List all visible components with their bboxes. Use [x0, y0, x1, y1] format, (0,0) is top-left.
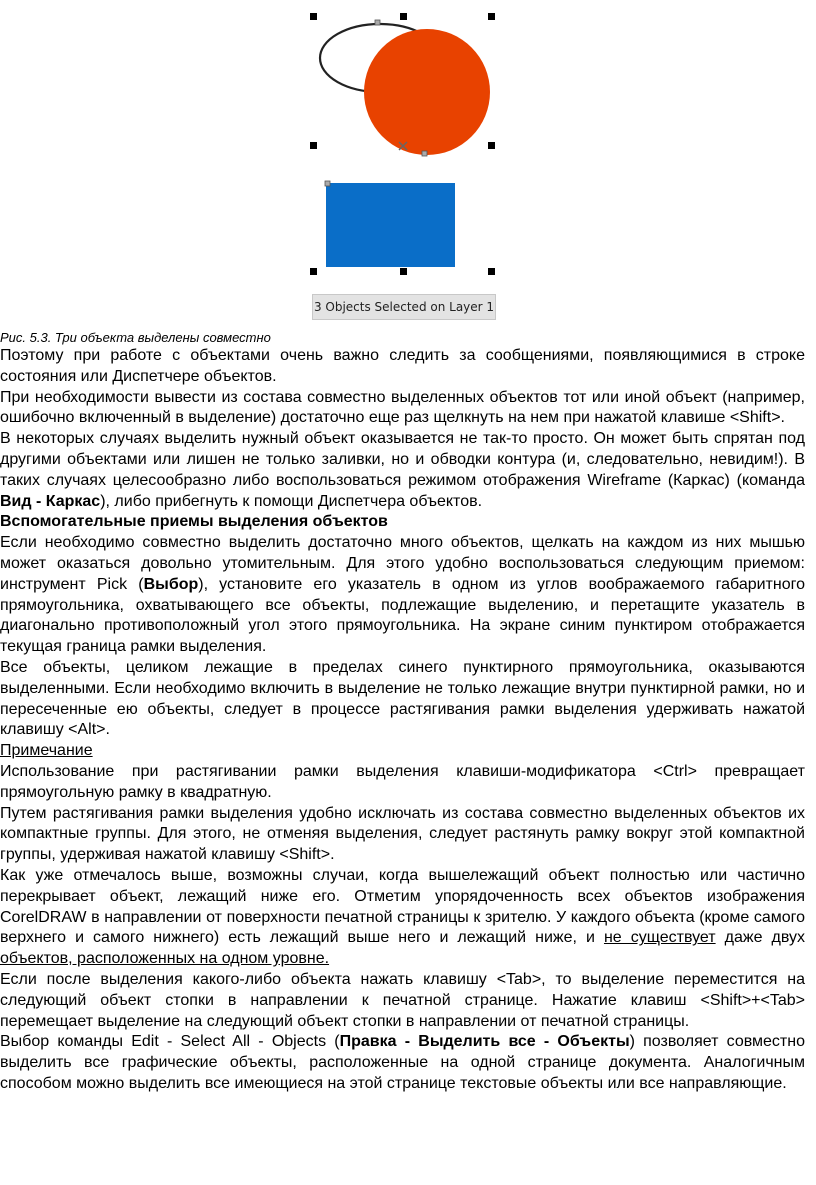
paragraph	[0, 1032, 805, 1094]
note-label: Примечание	[0, 742, 93, 760]
status-bar: 3 Objects Selected on Layer 1	[312, 294, 496, 320]
underlined-text: не существует	[603, 929, 716, 947]
figure-drawing	[0, 0, 816, 325]
tool-name: Выбор	[143, 575, 199, 593]
orange-circle	[364, 29, 490, 155]
paragraph-text: даже двух	[715, 929, 805, 947]
paragraph-text: Как уже отмечалось выше, возможны случаи, когда вышележащий объект полностью или частично перекрывает объект, лежащий ниже его. Отметим упорядоченность всех объектов изображения CorelDRAW в направлении от поверхности печатной страницы к зрителю. У каждого объекта (кроме самого верхнего и самого нижнего) есть лежащий выше него и лежащий ниже, и	[0, 866, 805, 947]
menu-command: Правка - Выделить все - Объекты	[339, 1033, 630, 1051]
figure-caption: Рис. 5.3. Три объекта выделены совместно	[0, 330, 271, 345]
figure-illustration	[0, 0, 816, 325]
paragraph: Все объекты, целиком лежащие в пределах синего пунктирного прямоугольника, оказываются выделенными. Если необходимо включить в выделение не только лежащие внутри пунктирной рамки, но и пересеченные ею объекты, следует в процессе растягивания рамки выделения удерживать нажатой клавишу <Alt>.	[0, 658, 805, 739]
paragraph-text: ) позволяет совместно выделить все графические объекты, расположенные на одной странице документа. Аналогичным способом можно выделить все имеющиеся на этой странице текстовые объекты или все направляющие.	[0, 1033, 805, 1092]
section-heading: Вспомогательные приемы выделения объектов	[0, 513, 388, 531]
note-heading	[0, 741, 805, 762]
paragraph-text: В некоторых случаях выделить нужный объект оказывается не так-то просто. Он может быть спрятан под другими объектами или лишен не только заливки, но и обводки контура (и, следовательно, невидим!). В таких случаях целесообразно либо воспользоваться режимом отображения Wireframe (Каркас) (команда	[0, 430, 805, 489]
paragraph-text: Выбор команды Edit - Select All - Objects (	[0, 1033, 340, 1051]
paragraph	[0, 533, 805, 658]
paragraph-text: Если необходимо совместно выделить достаточно много объектов, щелкать на каждом из них мышью может оказаться довольно утомительным. Для этого удобно воспользоваться следующим приемом: инструмент Pick (	[0, 534, 805, 593]
paragraph	[0, 429, 805, 512]
underlined-text: объектов, расположенных на одном уровне.	[0, 950, 330, 968]
paragraph: Поэтому при работе с объектами очень важно следить за сообщениями, появляющимися в строке состояния или Диспетчере объектов.	[0, 347, 805, 385]
menu-command: Вид - Каркас	[0, 492, 101, 510]
paragraph	[0, 866, 805, 970]
paragraph-text: ), либо прибегнуть к помощи Диспетчера объектов.	[100, 492, 483, 510]
paragraph: Если после выделения какого-либо объекта нажать клавишу <Tab>, то выделение переместится на следующий объект стопки в направлении к печатной странице. Нажатие клавиш <Shift>+<Tab> перемещает выделение на следующий объект стопки в направлении от печатной страницы.	[0, 970, 805, 1030]
paragraph: Путем растягивания рамки выделения удобно исключать из состава совместно выделенных объектов их компактные группы. Для этого, не отменяя выделения, следует растянуть рамку вокруг этой компактной группы, удерживая нажатой клавишу <Shift>.	[0, 804, 805, 864]
blue-rectangle	[326, 183, 455, 267]
article-body	[0, 346, 805, 1095]
paragraph-text: ), установите его указатель в одном из углов воображаемого габаритного прямоугольника, охватывающего все объекты, подлежащие выделению, и перетащите указатель в диагонально противоположный угол этого прямоугольника. На экране синим пунктиром отображается текущая граница рамки выделения.	[0, 575, 806, 656]
paragraph: Использование при растягивании рамки выделения клавиши-модификатора <Ctrl> превращает прямоугольную рамку в квадратную.	[0, 762, 805, 801]
paragraph: При необходимости вывести из состава совместно выделенных объектов тот или иной объект (например, ошибочно включенный в выделение) достаточно еще раз щелкнуть на нем при нажатой клавише <Shift>.	[0, 388, 805, 427]
